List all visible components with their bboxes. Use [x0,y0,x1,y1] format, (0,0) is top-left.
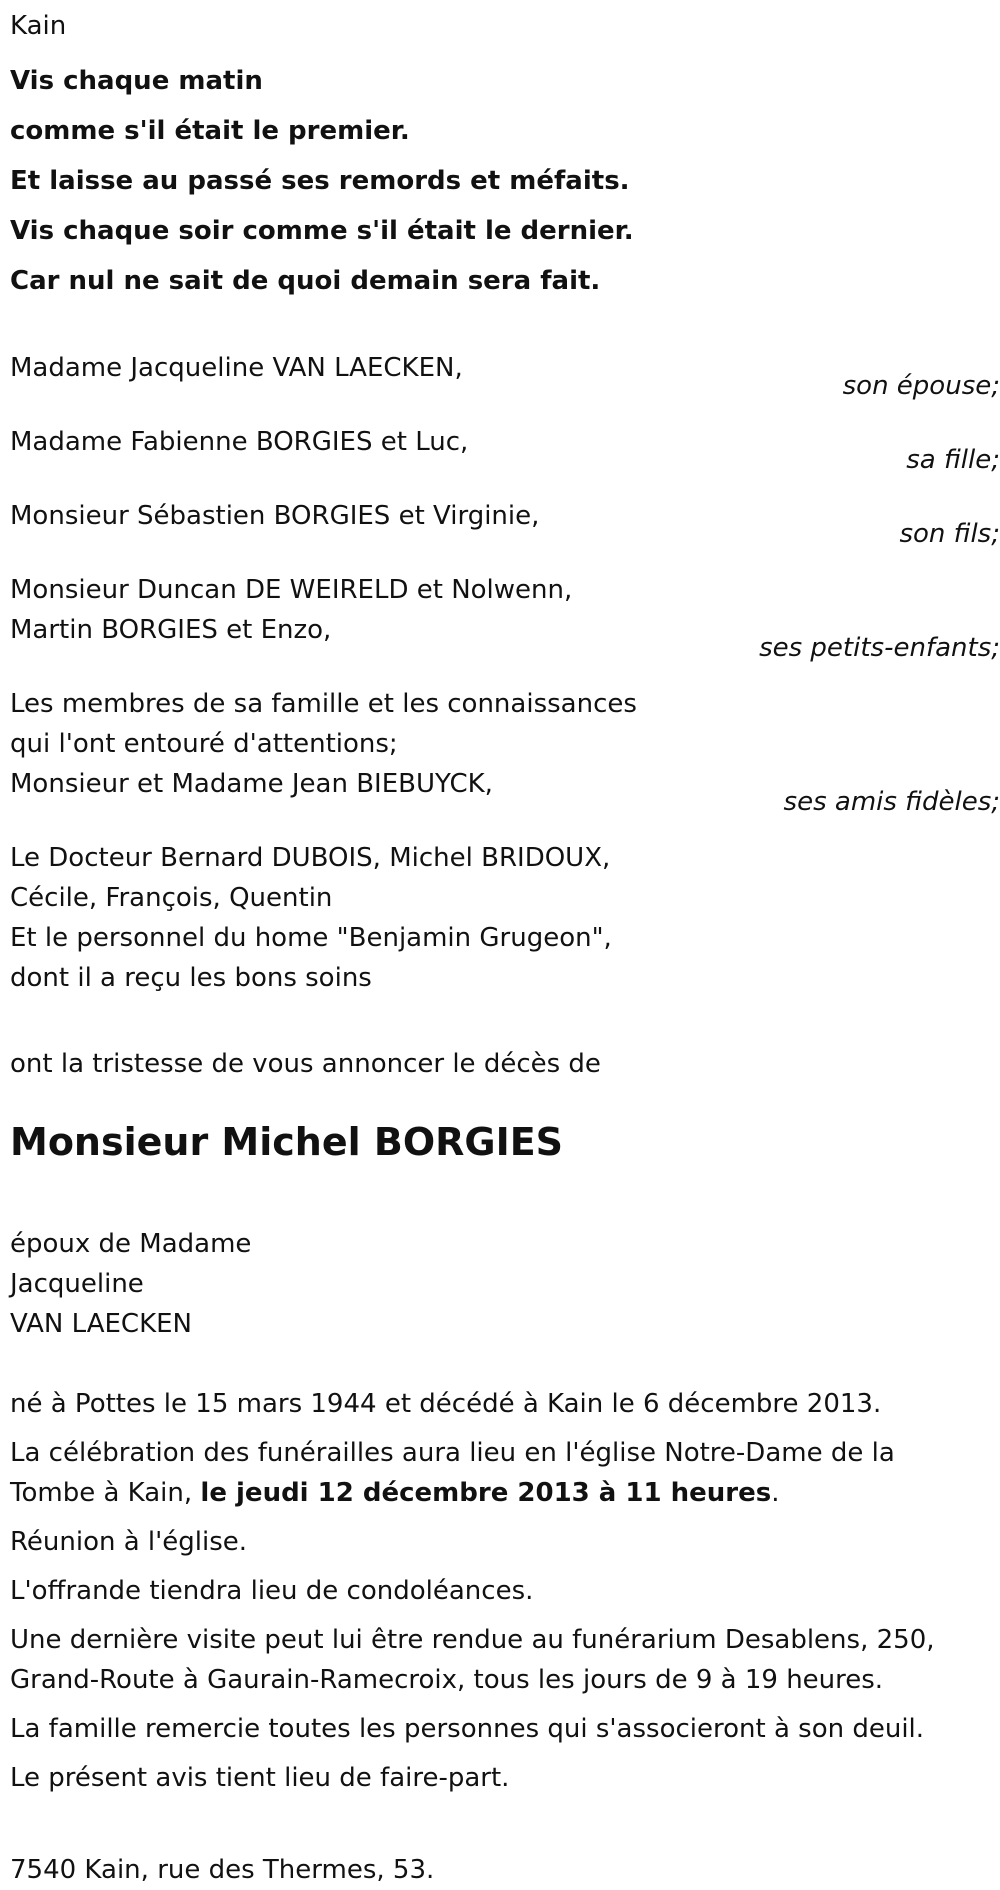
address: 7540 Kain, rue des Thermes, 53. [10,1855,435,1885]
care-line: Cécile, François, Quentin [10,883,333,913]
poem [10,56,1000,306]
family-relation: sa fille; [906,445,1000,475]
family-relation: son fils; [899,519,1000,549]
poem-line: Vis chaque matin [10,66,263,96]
thanks-text: La famille remercie toutes les personnes qui s'associeront à son deuil. [10,1714,925,1744]
funeral-location: Tombe à Kain, [10,1478,201,1508]
town-heading: Kain [10,11,67,41]
spouse-line: époux de Madame [10,1229,252,1259]
family-group-friends [10,684,1000,817]
family-member-line: qui l'ont entouré d'attentions; [10,729,398,759]
visit-info [10,1620,1000,1700]
notice-text: Le présent avis tient lieu de faire-part. [10,1763,510,1793]
spouse-line: VAN LAECKEN [10,1309,192,1339]
funeral-info [10,1433,1000,1513]
care-line: Et le personnel du home "Benjamin Grugeon", [10,923,612,953]
care-line: Le Docteur Bernard DUBOIS, Michel BRIDOUX, [10,843,611,873]
meeting-info: Réunion à l'église. [10,1527,248,1557]
poem-line: Car nul ne sait de quoi demain sera fait. [10,266,601,296]
visit-line: Une dernière visite peut lui être rendue au funérarium Desablens, 250, [10,1625,935,1655]
care-acknowledgement [10,838,1000,998]
family-relation: son épouse; [842,371,1000,401]
poem-line: Et laisse au passé ses remords et méfaits. [10,166,630,196]
poem-line: comme s'il était le premier. [10,116,410,146]
family-member-line: Monsieur et Madame Jean BIEBUYCK, [10,769,493,799]
funeral-line [10,1473,1000,1513]
family-group-son [10,496,1000,549]
family-group-daughter [10,422,1000,475]
family-member-line: Monsieur Duncan DE WEIRELD et Nolwenn, [10,575,573,605]
announcement-text: ont la tristesse de vous annoncer le décès de [10,1049,601,1079]
family-relation: ses petits-enfants; [759,633,1000,663]
family-group-spouse [10,348,1000,401]
family-member-line: Monsieur Sébastien BORGIES et Virginie, [10,501,540,531]
family-member-line: Madame Fabienne BORGIES et Luc, [10,427,469,457]
offering-info: L'offrande tiendra lieu de condoléances. [10,1576,534,1606]
spouse-line: Jacqueline [10,1269,144,1299]
care-line: dont il a reçu les bons soins [10,963,372,993]
family-member-line: Madame Jacqueline VAN LAECKEN, [10,353,463,383]
funeral-date: le jeudi 12 décembre 2013 à 11 heures [200,1478,772,1508]
funeral-line: La célébration des funérailles aura lieu en l'église Notre-Dame de la [10,1438,895,1468]
birth-death-dates: né à Pottes le 15 mars 1944 et décédé à Kain le 6 décembre 2013. [10,1389,882,1419]
family-group-grandchildren [10,570,1000,663]
funeral-period: . [771,1478,780,1508]
visit-line: Grand-Route à Gaurain-Ramecroix, tous les jours de 9 à 19 heures. [10,1665,884,1695]
family-member-line: Martin BORGIES et Enzo, [10,615,332,645]
family-relation: ses amis fidèles; [783,787,1000,817]
spouse-block [10,1224,1000,1344]
deceased-name: Monsieur Michel BORGIES [10,1120,564,1164]
family-member-line: Les membres de sa famille et les connaissances [10,689,637,719]
poem-line: Vis chaque soir comme s'il était le dernier. [10,216,634,246]
